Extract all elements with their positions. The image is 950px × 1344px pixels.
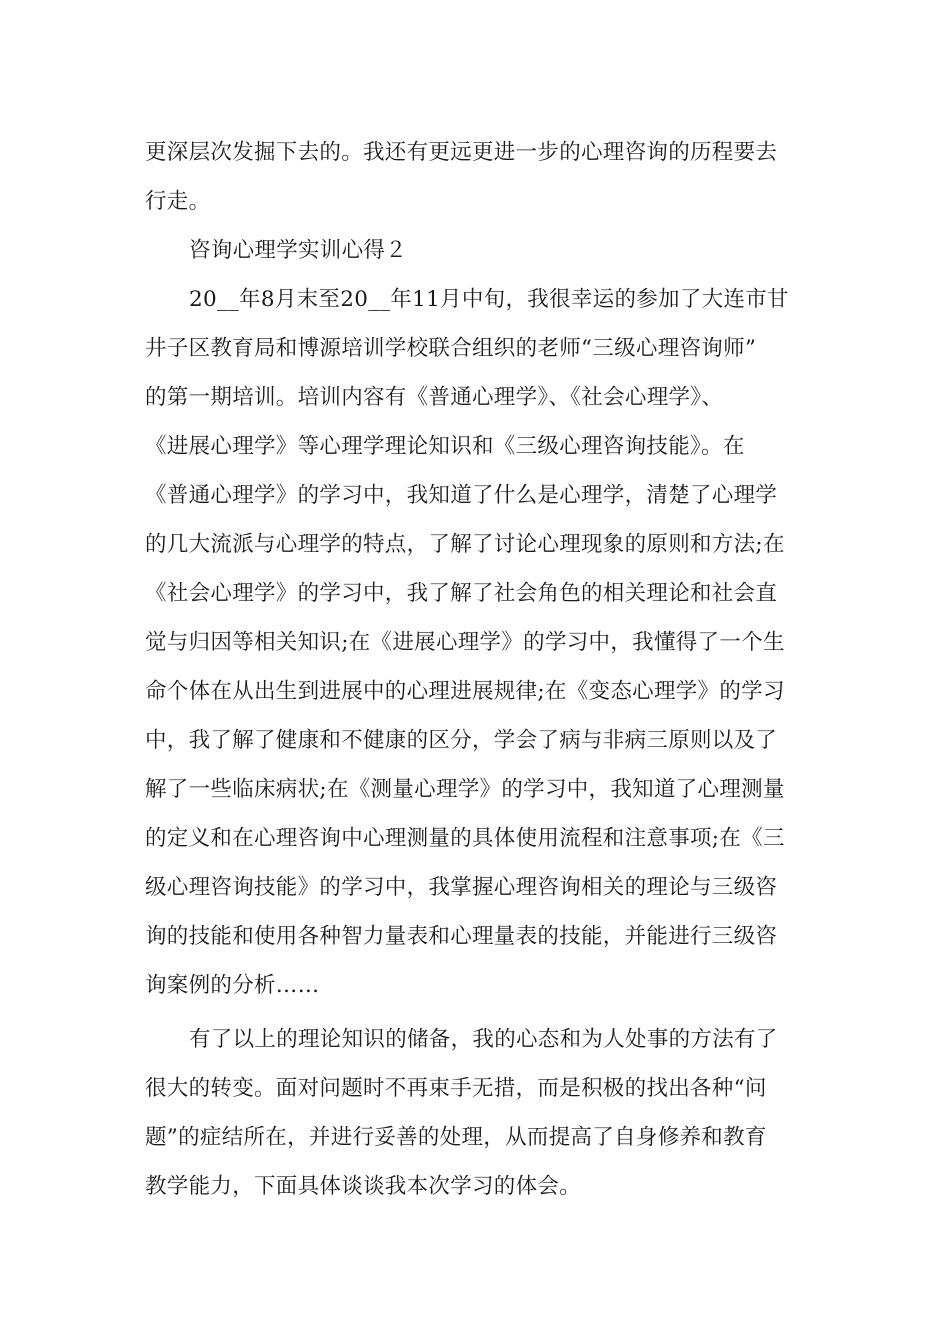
text-line: 《普通心理学》的学习中，我知道了什么是心理学，清楚了心理学 — [145, 483, 778, 508]
text-line: 井子区教育局和博源培训学校联合组织的老师“三级心理咨询师” — [145, 336, 757, 361]
text-line: 《进展心理学》等心理学理论知识和《三级心理咨询技能》。在 — [145, 434, 745, 459]
text-line: 《社会心理学》的学习中，我了解了社会角色的相关理论和社会直 — [145, 581, 778, 606]
text-line: 20__年8月末至20__年11月中旬，我很幸运的参加了大连市甘 — [189, 287, 789, 312]
text-line: 中，我了解了健康和不健康的区分，学会了病与非病三原则以及了 — [145, 728, 778, 753]
text-line: 觉与归因等相关知识;在《进展心理学》的学习中，我懂得了一个生 — [145, 630, 785, 655]
text-line: 很大的转变。面对问题时不再束手无措，而是积极的找出各种“问 — [145, 1076, 767, 1101]
text-line: 级心理咨询技能》的学习中，我掌握心理咨询相关的理论与三级咨 — [145, 875, 778, 900]
text-line: 更深层次发掘下去的。我还有更远更进一步的心理咨询的历程要去 — [145, 140, 778, 165]
text-line: 解了一些临床病状;在《测量心理学》的学习中，我知道了心理测量 — [145, 777, 785, 802]
section-heading: 咨询心理学实训心得２ — [189, 238, 408, 263]
text-line: 的几大流派与心理学的特点，了解了讨论心理现象的原则和方法;在 — [145, 532, 785, 557]
text-line: 教学能力，下面具体谈谈我本次学习的体会。 — [145, 1174, 582, 1199]
text-line: 询案例的分析…… — [145, 973, 320, 998]
text-line: 有了以上的理论知识的储备，我的心态和为人处事的方法有了 — [189, 1027, 778, 1052]
text-line: 的定义和在心理咨询中心理测量的具体使用流程和注意事项;在《三 — [145, 826, 785, 851]
text-line: 行走。 — [145, 189, 211, 214]
text-line: 的第一期培训。培训内容有《普通心理学》、《社会心理学》、 — [145, 385, 724, 410]
text-line: 题”的症结所在，并进行妥善的处理，从而提高了自身修养和教育 — [145, 1125, 767, 1150]
text-line: 命个体在从出生到进展中的心理进展规律;在《变态心理学》的学习 — [145, 679, 785, 704]
text-line: 询的技能和使用各种智力量表和心理量表的技能，并能进行三级咨 — [145, 924, 778, 949]
